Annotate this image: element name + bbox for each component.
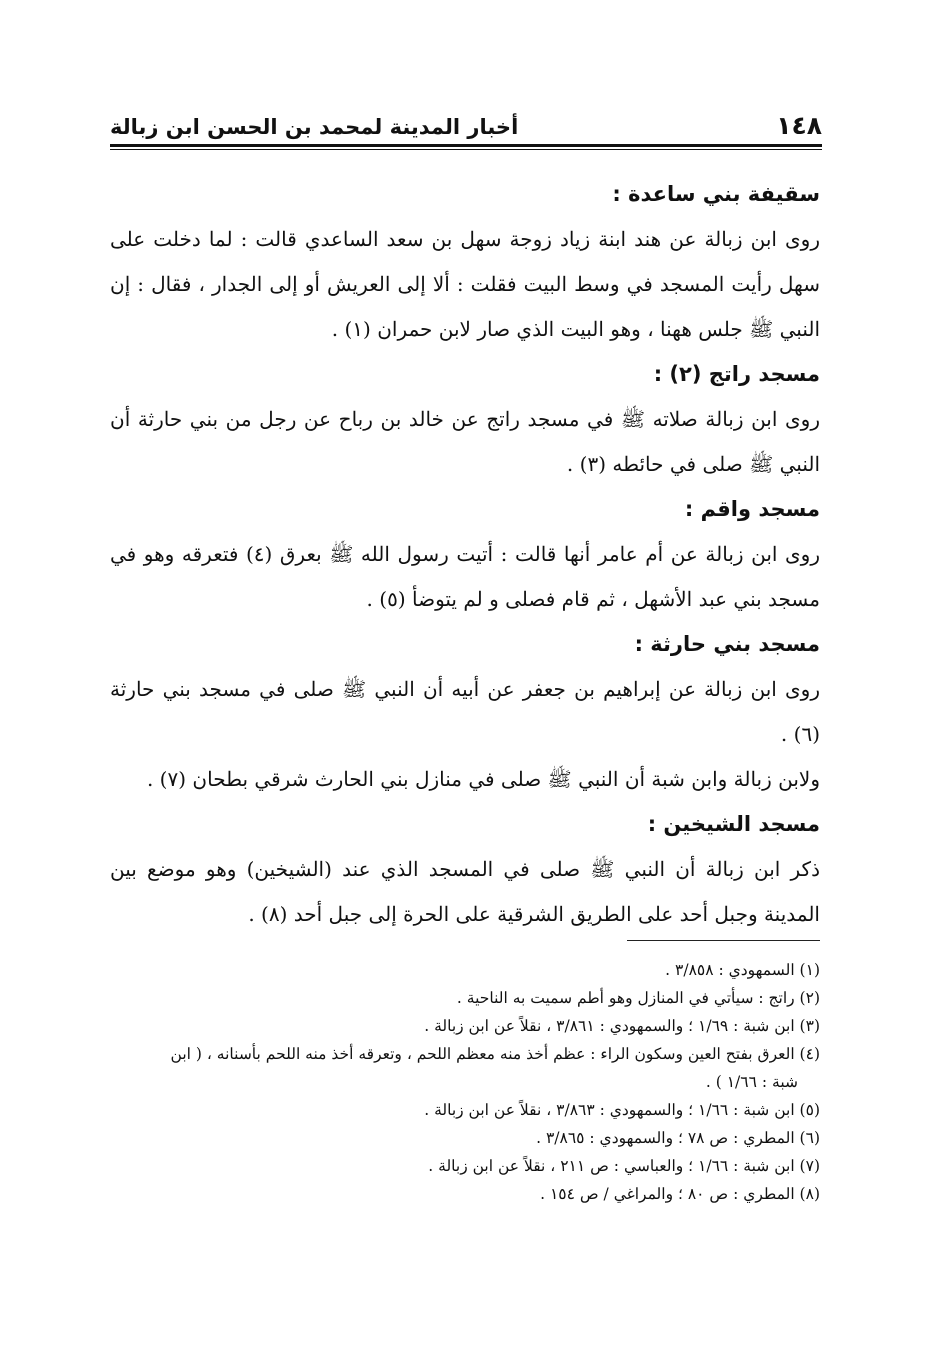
main-text	[110, 172, 820, 937]
section-masjid-bani-haritha	[110, 622, 820, 802]
paragraph: روى ابن زبالة صلاته ﷺ في مسجد راتج عن خالد بن رباح عن رجل من بني حارثة أن النبي ﷺ صلى في حائطه (٣) .	[110, 407, 820, 476]
footnote: (٢) راتج : سيأتي في المنازل وهو أطم سميت به الناحية .	[456, 989, 820, 1007]
section-heading: مسجد واقم :	[684, 497, 820, 521]
footnote-continuation: شبة : ١/٦٦ ) .	[705, 1073, 798, 1091]
section-heading: مسجد بني حارثة :	[634, 632, 820, 656]
section-heading: سقيفة بني ساعدة :	[612, 182, 820, 206]
section-masjid-shaykhayn	[110, 802, 820, 937]
footnote	[108, 1040, 820, 1096]
paragraph: روى ابن زبالة عن أم عامر أنها قالت : أتيت رسول الله ﷺ بعرق (٤) فتعرقه وهو في مسجد بني عبد الأشهل ، ثم قام فصلى و لم يتوضأ (٥) .	[110, 542, 820, 611]
footnote: (١) السمهودي : ٣/٨٥٨ .	[665, 961, 820, 979]
paragraph: روى ابن زبالة عن هند ابنة زياد زوجة سهل بن سعد الساعدي قالت : لما دخلت على سهل رأيت المسجد في وسط البيت فقلت : ألا إلى العريش أو إلى الجدار ، فقال : إن النبي ﷺ جلس ههنا ، وهو البيت الذي صار لابن حمران (١) .	[110, 227, 820, 341]
paragraph: ولابن زبالة وابن شبة أن النبي ﷺ صلى في منازل بني الحارث شرقي بطحان (٧) .	[146, 767, 820, 791]
footnote: (٦) المطري : ص ٧٨ ؛ والسمهودي : ٣/٨٦٥ .	[536, 1129, 820, 1147]
running-title: أخبار المدينة لمحمد بن الحسن ابن زبالة	[110, 115, 519, 139]
header-rule-thin	[110, 149, 822, 150]
paragraph: روى ابن زبالة عن إبراهيم بن جعفر عن أبيه أن النبي ﷺ صلى في مسجد بني حارثة (٦) .	[110, 677, 820, 746]
footnote-separator	[627, 940, 820, 941]
section-masjid-ratij	[110, 352, 820, 487]
footnote: (٥) ابن شبة : ١/٦٦ ؛ والسمهودي : ٣/٨٦٣ ، نقلاً عن ابن زبالة .	[424, 1101, 820, 1119]
section-masjid-waqim	[110, 487, 820, 622]
footnote: (٨) المطري : ص ٨٠ ؛ والمراغي / ص ١٥٤ .	[540, 1185, 820, 1203]
section-heading: مسجد راتج (٢) :	[653, 362, 820, 386]
page-number: ١٤٨	[776, 111, 822, 140]
footnotes	[108, 956, 820, 1208]
footnote: (٣) ابن شبة : ١/٦٩ ؛ والسمهودي : ٣/٨٦١ ، نقلاً عن ابن زبالة .	[424, 1017, 820, 1035]
footnote: (٧) ابن شبة : ١/٦٦ ؛ والعباسي : ص ٢١١ ، نقلاً عن ابن زبالة .	[428, 1157, 820, 1175]
section-saqifa	[110, 172, 820, 352]
paragraph: ذكر ابن زبالة أن النبي ﷺ صلى في المسجد الذي عند (الشيخين) وهو موضع بين المدينة وجبل أحد على الطريق الشرقية على الحرة إلى جبل أحد (٨) .	[110, 857, 820, 926]
page-header	[110, 100, 822, 138]
header-rule-thick	[110, 144, 822, 147]
footnote-text: (٤) العرق بفتح العين وسكون الراء : عظم أخذ منه معظم اللحم ، وتعرقه أخذ منه اللحم بأسنانه ، ( ابن	[170, 1045, 820, 1063]
section-heading: مسجد الشيخين :	[647, 812, 820, 836]
